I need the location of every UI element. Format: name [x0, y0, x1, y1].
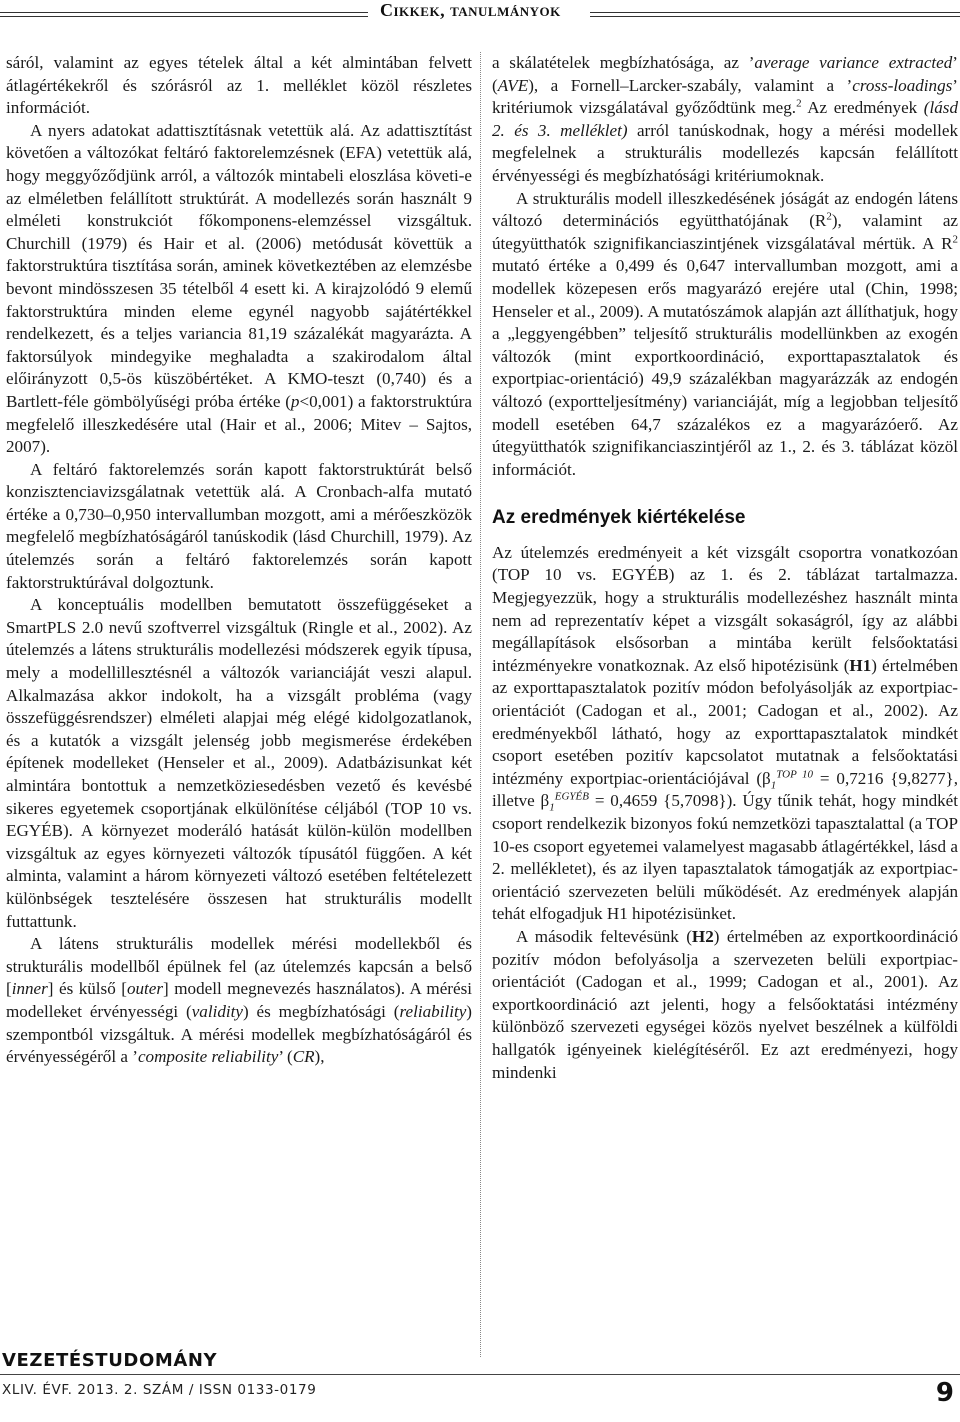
journal-name: VEZETÉSTUDOMÁNY [2, 1350, 218, 1371]
right-column [492, 52, 958, 1084]
right-column-top [492, 52, 958, 481]
paragraph: A feltáró faktorelemzés során kapott faktorstruktúrát belső konzisztenciavizsgálatnak vetettük alá. A Cronbach-alfa mutató értéke a 0,730–0,950 intervallumban mozgott, ami a mérőeszközök megfelelő megbízhatóságáról tanúskodik (lásd Churchill, 1979). Az útelemzés során a feltáró faktorelemzés során kapott faktorstruktúrával dolgoztunk. [6, 459, 472, 592]
paragraph: sáról, valamint az egyes tételek által a két almintában felvett átlagértékekről és szórásról az 1. melléklet közöl részletes információt. [6, 53, 472, 118]
header-rule-left [0, 12, 368, 17]
paragraph: A második feltevésünk (H2) értelmében az exportkoordináció pozitív módon befolyásolja a szervezeten belüli exportpiac-orientációt (Cadogan et al., 1999; Cadogan et al., 2001). Az exportkoordináció azt jelenti, hogy a felsőoktatási intézmény különböző szervezeti egységei közös nyelvet beszélnek a külföldi hallgatók igényeinek kielégítéséről. Ez azt eredményezi, hogy mindenki [492, 926, 958, 1082]
right-column-bottom [492, 542, 958, 1084]
paragraph: A konceptuális modellben bemutatott összefüggéseket a SmartPLS 2.0 nevű szoftverrel vizsgáltuk (Ringle et al., 2002). Az útelemzés a látens strukturális modellezési módszerek egyik típusa, mely a modellillesztésnél a változók varianciáját veszi alapul. Alkalmazása akkor indokolt, ha a vizsgált probléma (vagy összefüggésrendszer) elméleti alapjai még elégé kidolgozatlanok, és a kutatók a vizsgált jelenség jobb megismerése érdekében építenek modelleket (Henseler et al., 2009). Adatbázisunkat két almintára bontottuk a nemzetköziesedésben vezető és kevésbé sikeres egyetemek csoportjának elkülönítése céljából (TOP 10 vs. EGYÉB). A környezet moderáló hatását külön-külön modellben vizsgáltuk az egyes környezeti változók típusától függően. A két alminta, valamint a három környezeti változó esetében feltételezett különbségek tesztelésére összesen hat strukturális modellt futtattunk. [6, 595, 472, 931]
section-title: Cikkek, tanulmányok [380, 0, 561, 20]
paragraph: Az útelemzés eredményeit a két vizsgált csoportra vonatkozóan (TOP 10 vs. EGYÉB) az 1. és 2. táblázat tartalmazza. Megjegyezzük, hogy a strukturális modellezéshez használt minta nem ad reprezentatív képet a vizsgált sokaságról, így az alábbi megállapítások elsősorban a mintába került felsőoktatási intézményekre vonatkoznak. Az első hipotézisünk (H1) értelmében az exporttapasztalatok pozitív módon befolyásolják az exportpiac-orientációt (Cadogan et al., 2001; Cadogan et al., 2002). Az eredményekből látható, hogy az exporttapasztalatok mindkét csoport esetében pozitív kapcsolatot mutatnak a felsőoktatási intézmény exportpiac-orientációjával ($\beta_1^{TOP 10} = 0,7216$ {9,8277}, illetve $\beta_1^{EGYÉB} = 0,4659$ {5,7098}). Úgy tűnik tehát, hogy mindkét csoport rendelkezik bizonyos fokú nemzetközi tapasztalattal (a TOP 10-es csoport egyetemei valamelyest magasabb átlagértékkel, lásd a 2. mellékletet), és az ilyen tapasztalatok támogatják az exportpiac-orientáció szervezeten belüli működését. Az eredmények alapján tehát elfogadjuk H1 hipotézisünket. [492, 542, 958, 924]
paragraph: A strukturális modell illeszkedésének jóságát az endogén látens változó determinációs együtthatójának $(R^2)$, valamint az útegyütthatók szignifikanciaszintjének vizsgálatával mértük. A $R^2$ mutató értéke a 0,499 és 0,647 intervallumban mozgott, ami a modellek közepesen erős magyarázó erejére utal (Chin, 1998; Henseler et al., 2009). A mutatószámok alapján azt állíthatjuk, hogy a „leggyengébben” teljesítő strukturális modellünkben az exogén változók (mint exportkoordináció, exporttapasztalatok és exportpiac-orientáció) 49,9 százalékban magyarázzák az endogén változó (exportteljesítmény) varianciáját, míg a legjobban teljesítő modell esetében 64,7 százalékos ez a magyarázóerő. Az útegyütthatók szignifikanciaszintjéről az 1., 2. és 3. táblázat közöl információt. [492, 188, 958, 479]
section-heading: Az eredmények kiértékelése [492, 507, 746, 529]
paragraph: A látens strukturális modellek mérési modellekből és strukturális modellből épülnek fel (az útelemzés kapcsán a belső [inner] és külső [outer] modell megnevezés használatos). A mérési modelleket érvényességi (validity) és megbízhatósági (reliability) szempontból vizsgáltuk. A mérési modellek megbízhatóságáról és érvényességéről a ’composite reliability’ (CR), [6, 934, 472, 1067]
footer-rule [0, 1374, 960, 1375]
page-number: 9 [935, 1378, 954, 1408]
paragraph: a skálatételek megbízhatósága, az ’average variance extracted’ (AVE), a Fornell–Larcker-szabály, valamint a ’cross-loadings’ kritériumok vizsgálatával győződtünk meg.$^2$ Az eredmények (lásd 2. és 3. melléklet) arról tanúskodnak, hogy a mérési modellek megfelelnek a strukturális modellezés kapcsán felállított érvényességi és megbízhatósági kritériumoknak. [492, 53, 958, 185]
page-header [0, 0, 960, 30]
header-rule-right [590, 12, 960, 17]
paragraph: A nyers adatokat adattisztításnak vetettük alá. Az adattisztítást követően a változókat feltáró faktorelemzésnek (EFA) vetettük alá, hogy meggyőződjünk arról, a változók mintabeli eloszlása követi-e az elméletben felállított struktúrát. A modellezés során használt 9 elméleti konstrukciót főkomponens-elemzéssel vizsgáltuk. Churchill (1979) és Hair et al. (2006) metódusát követtük a faktorstruktúra tisztítása során, aminek következtében az elemzésbe bevont mindösszesen 35 tételből 4 esett ki. A kirajzolódó 9 elemű faktorstruktúra minden eleme egynél nagyobb sajátértékkel rendelkezett, és a teljes variancia 81,19 százalékát magyarázta. A faktorsúlyok mindegyike meghaladta a szakirodalom által előirányzott 0,5-ös küszöbértéket. A KMO-teszt (0,740) és a Bartlett-féle gömbölyűségi próba értéke (p<0,001) a faktorstruktúra megfelelő illeszkedésére utal (Hair et al., 2006; Mitev – Sajtos, 2007). [6, 120, 472, 457]
issue-info: XLIV. ÉVF. 2013. 2. SZÁM / ISSN 0133-0179 [2, 1382, 317, 1398]
left-column [6, 52, 472, 1069]
column-divider [480, 52, 481, 1357]
